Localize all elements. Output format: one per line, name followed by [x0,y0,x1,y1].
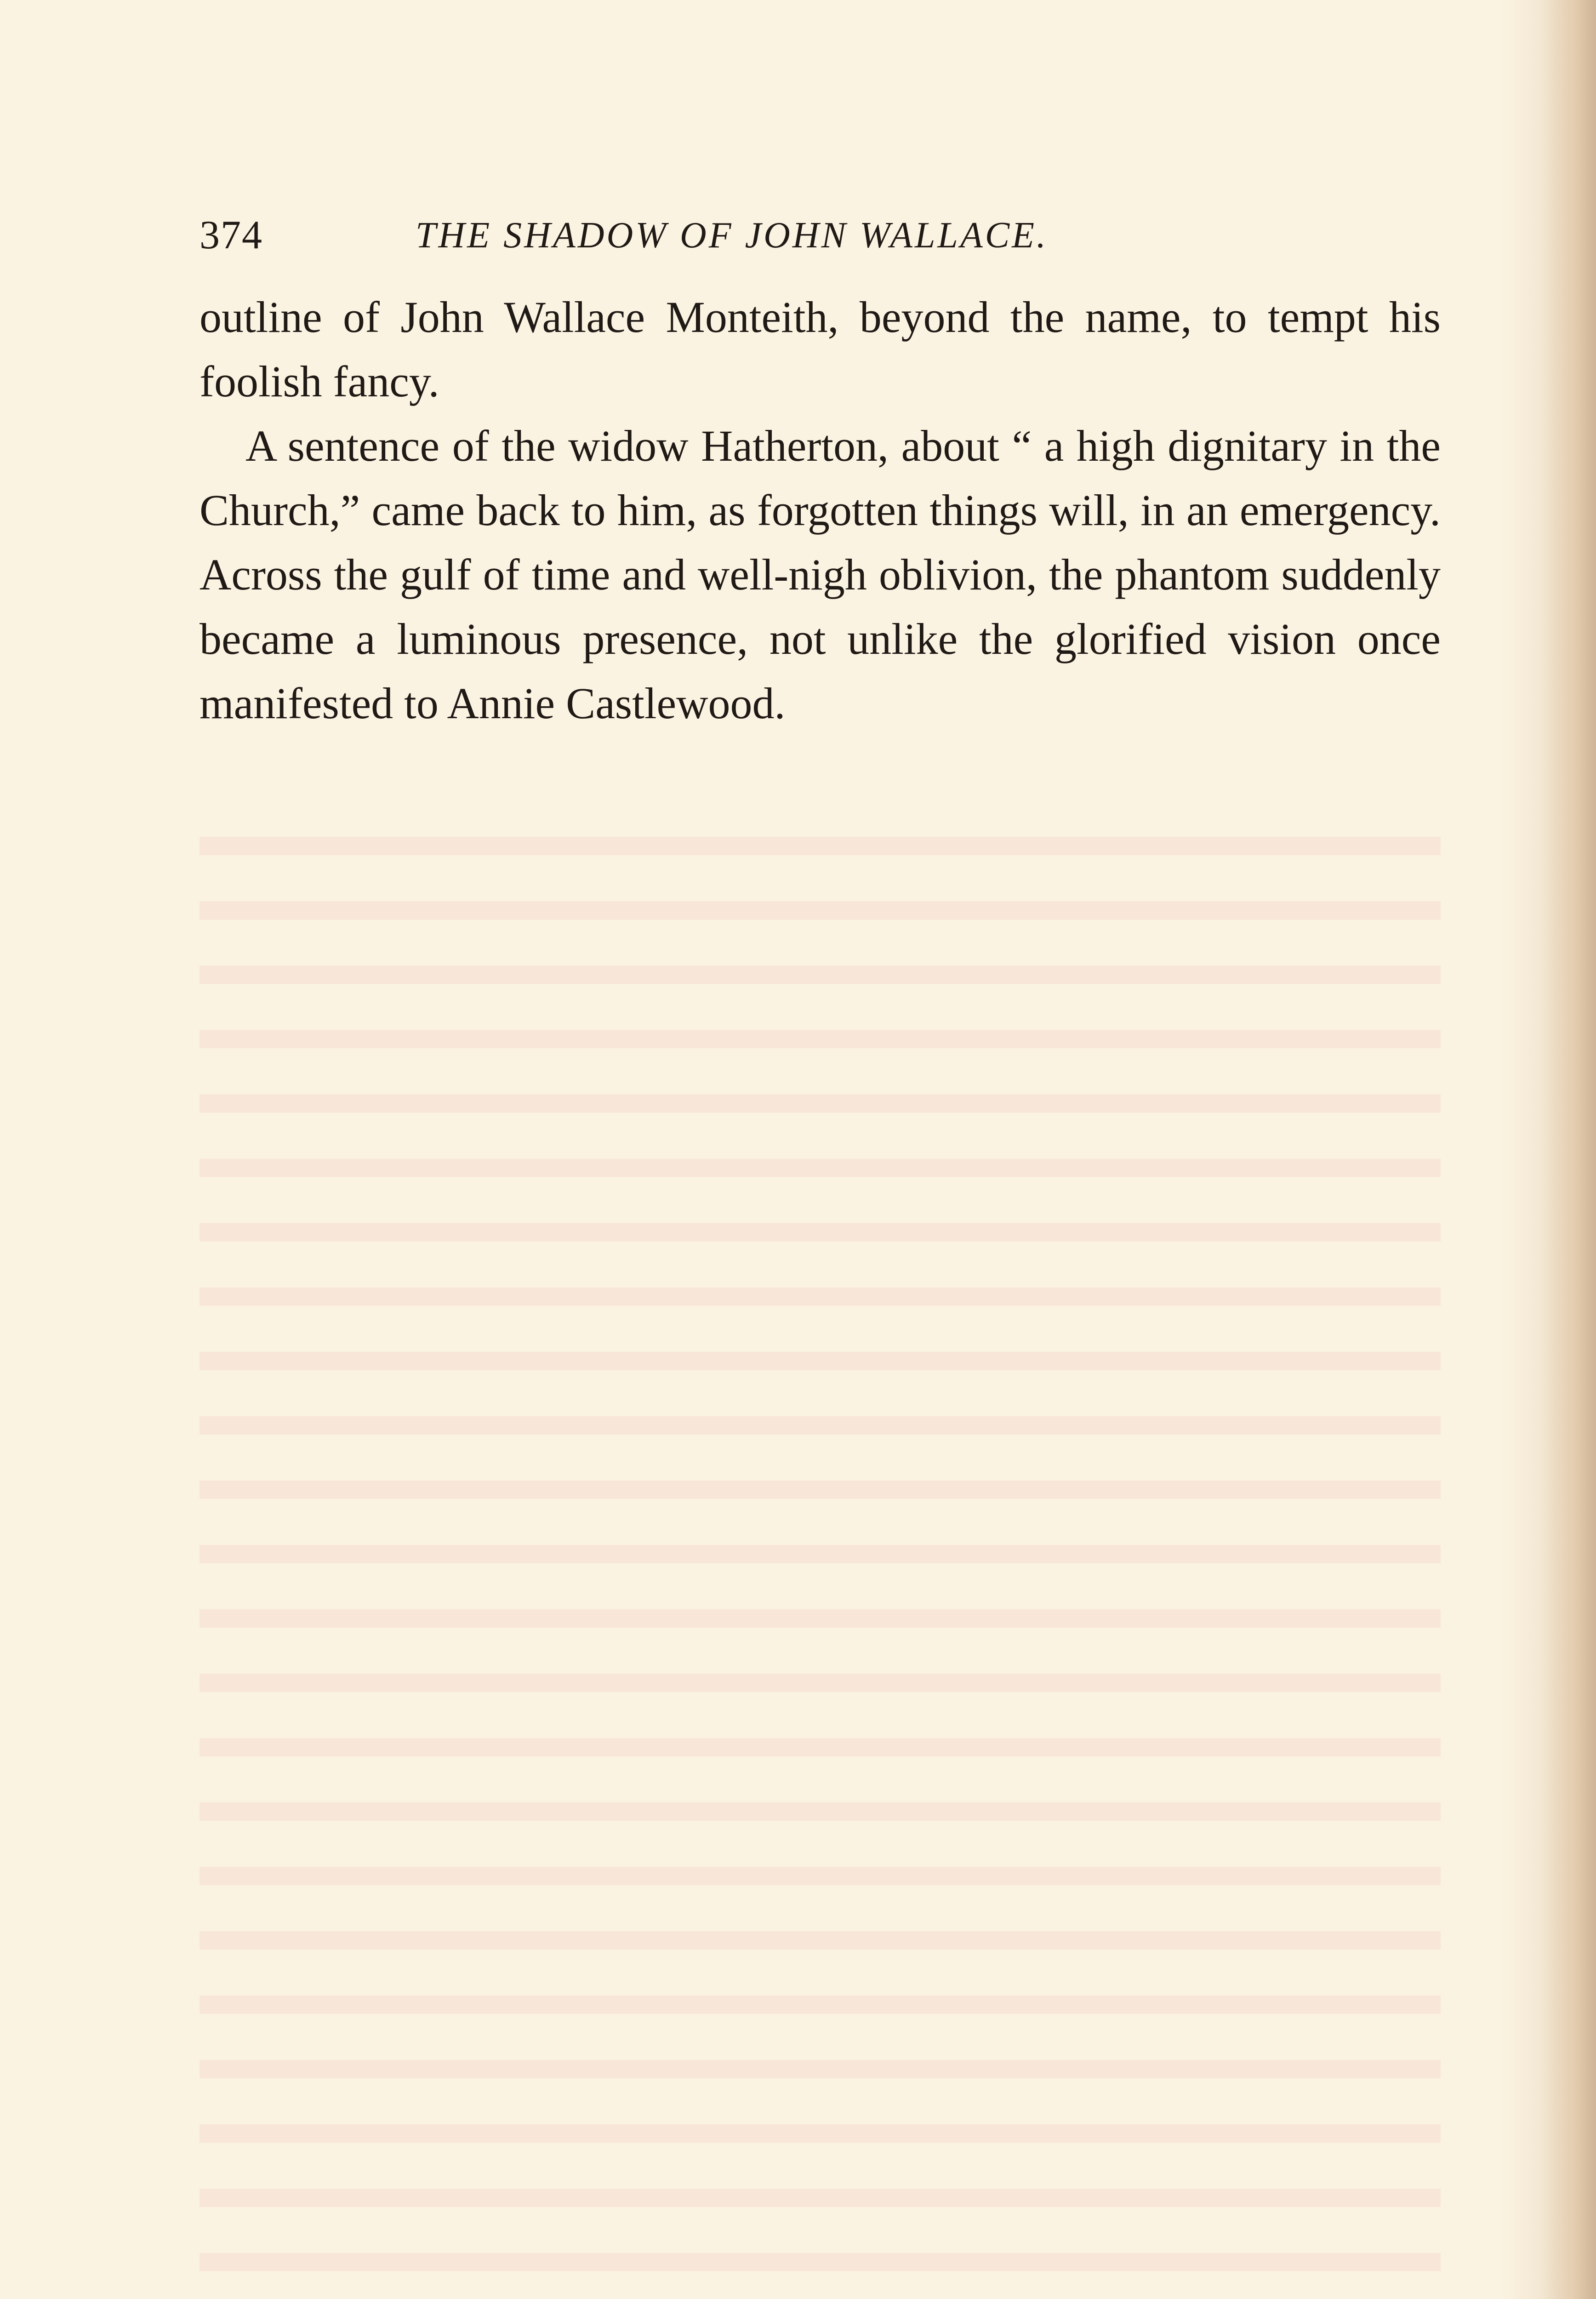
paragraph-continuation: outline of John Wallace Monteith, beyond the name, to tempt his foolish fancy. [200,292,1441,406]
running-head: THE SHADOW OF JOHN WALLACE. [416,215,1049,256]
paragraph: A sentence of the widow Hatherton, about “ a high dignitary in the Church,” came back to him, as forgotten things will, in an emergency. Across the gulf of time and well-nigh oblivion, the phantom suddenly became a luminous presence, not unlike the glorified vision once manifested to Annie Castlewood. [200,421,1441,728]
page-header [200,208,1450,263]
page-number: 374 [200,213,263,257]
body-text [200,285,1441,736]
page-edge-shadow [1541,0,1596,2299]
reverse-page-show-through [200,809,1441,2281]
